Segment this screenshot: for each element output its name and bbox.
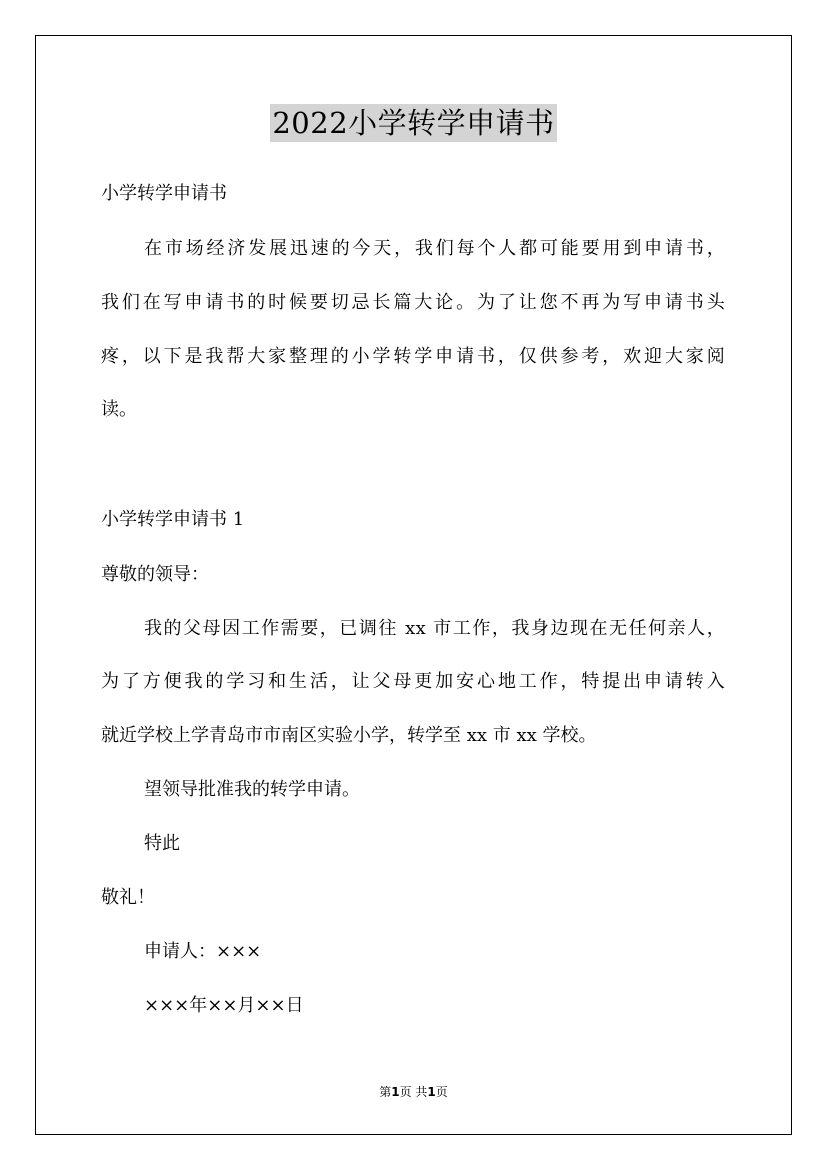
body-line-1: 我的父母因工作需要，已调往 xx 市工作，我身边现在无任何亲人， [144,618,725,639]
footer-page-total: 1 [427,1085,436,1099]
title-container [0,104,827,142]
section-title: 小学转学申请书 1 [101,509,245,530]
document-title: 2022小学转学申请书 [272,106,555,140]
date-line: ×××年××月××日 [144,995,304,1016]
page-footer [0,1084,827,1100]
closing-tecì: 特此 [144,833,180,854]
intro-line-1: 在市场经济发展迅速的今天，我们每个人都可能要用到申请书， [144,238,725,259]
footer-prefix: 第 [379,1085,392,1099]
request-line: 望领导批准我的转学申请。 [144,779,360,800]
closing-salute: 敬礼！ [101,887,155,908]
salutation: 尊敬的领导： [101,564,209,585]
intro-line-4: 读。 [101,399,137,420]
body-line-2: 为了方便我的学习和生活，让父母更加安心地工作，特提出申请转入 [101,671,725,692]
footer-page-number: 1 [391,1085,400,1099]
footer-suffix: 页 [435,1085,448,1099]
footer-mid: 页 共 [399,1085,428,1099]
intro-line-2: 我们在写申请书的时候要切忌长篇大论。为了让您不再为写申请书头 [101,292,725,313]
body-line-3: 就近学校上学青岛市市南区实验小学，转学至 xx 市 xx 学校。 [101,725,597,746]
applicant-line: 申请人：××× [144,941,262,962]
subtitle: 小学转学申请书 [101,183,227,204]
intro-line-3: 疼，以下是我帮大家整理的小学转学申请书，仅供参考，欢迎大家阅 [101,346,725,367]
